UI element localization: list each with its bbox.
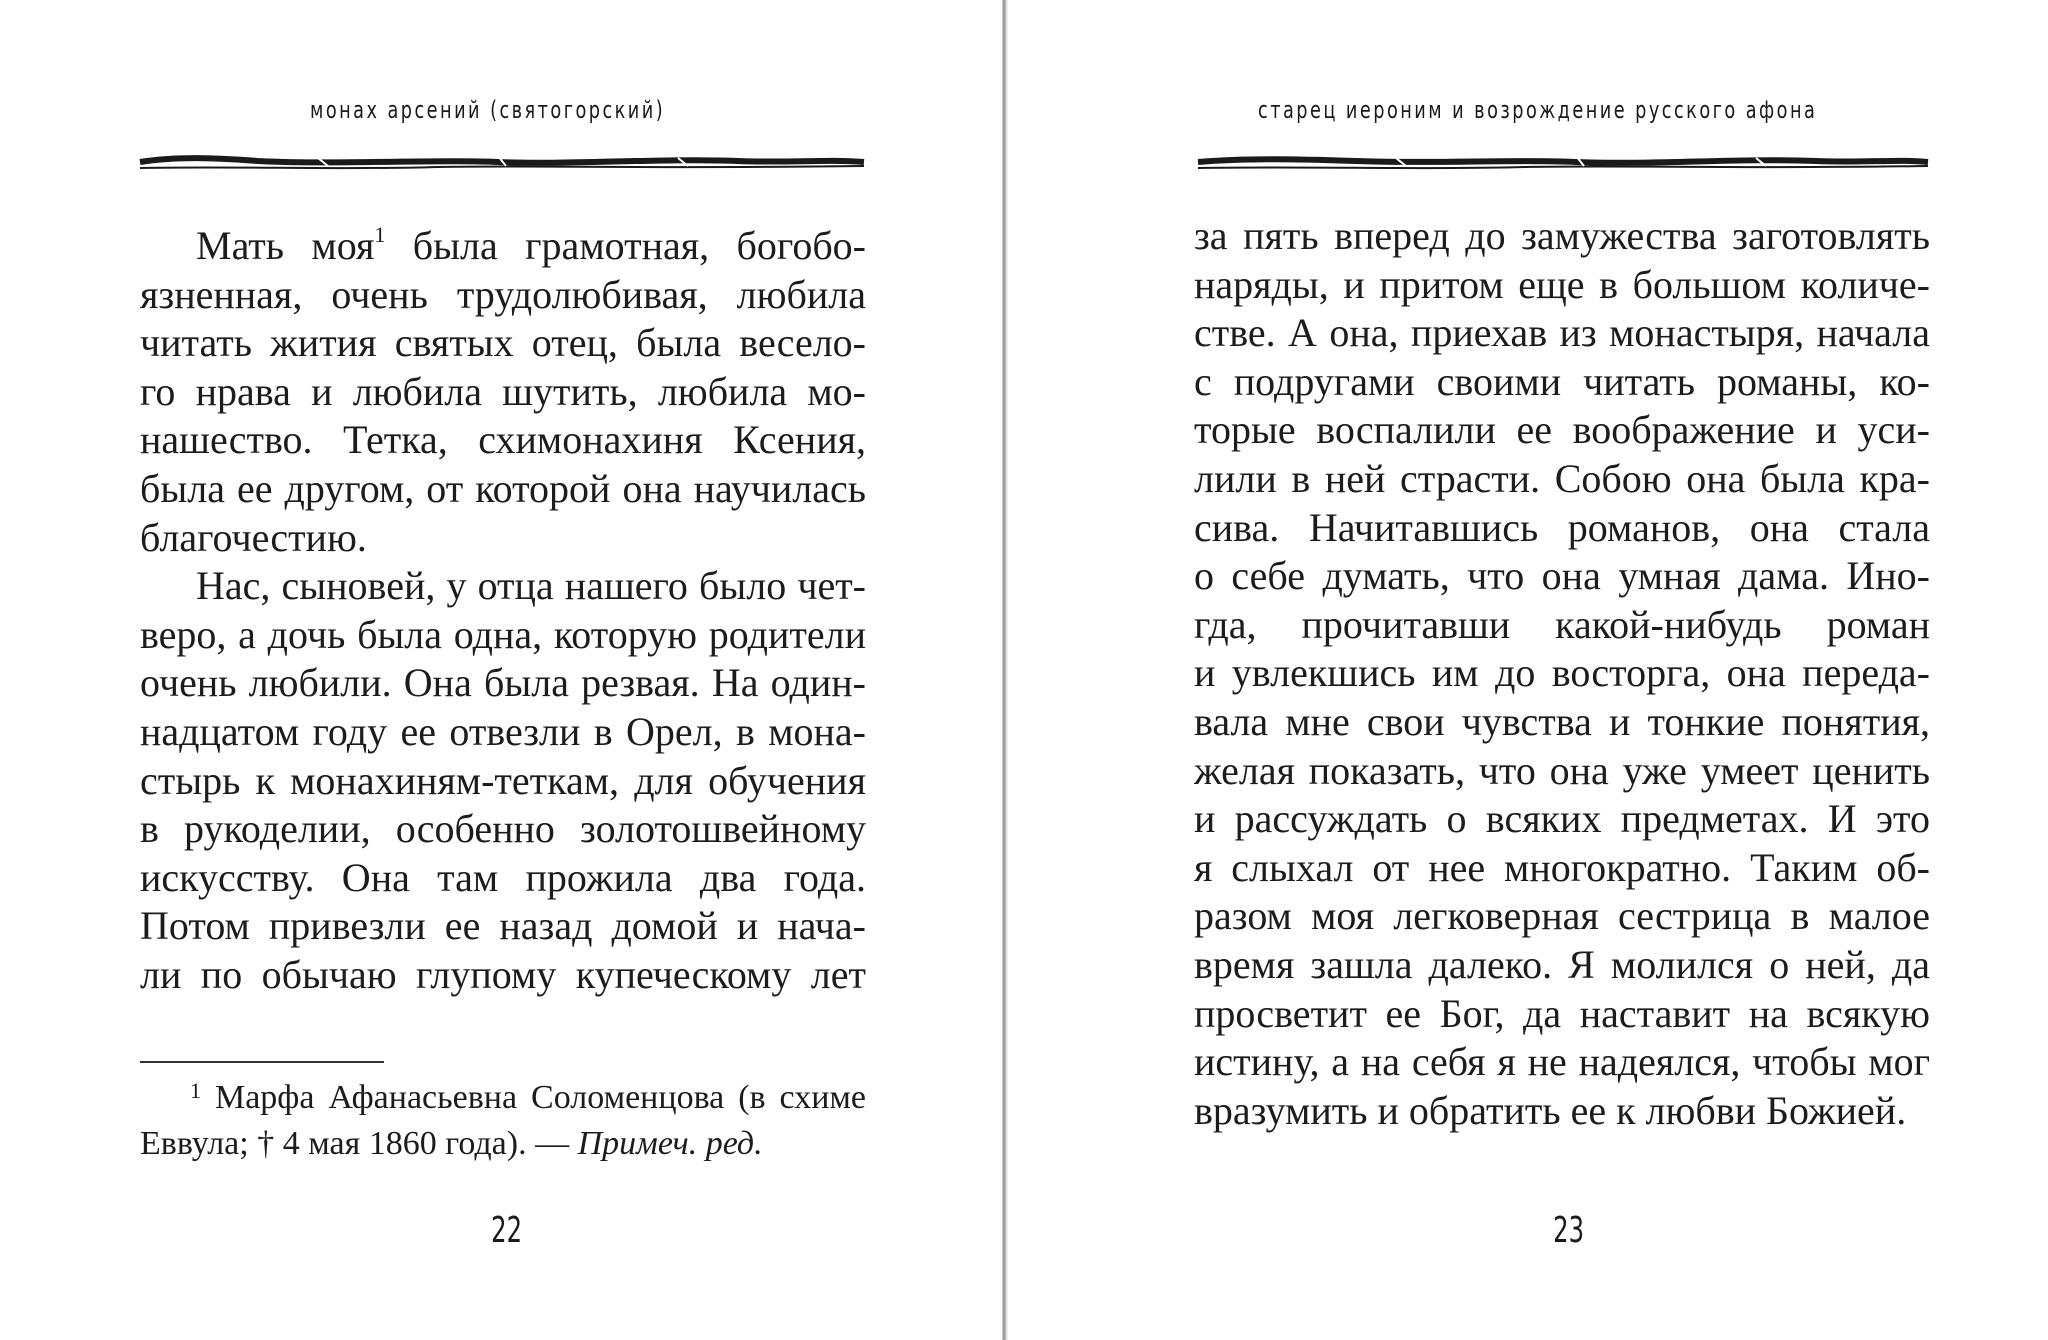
left-header-ornament-rule [138,150,866,174]
body-line: желая показать, что она уже умеет ценить [1194,747,1930,793]
body-line: веро, а дочь была одна, которую родители [140,611,866,657]
body-line: Потом привезли ее назад домой и нача- [140,903,866,949]
footnote-reference: 1 [374,222,386,247]
body-line: стырь к монахиням-теткам, для обучения [140,757,866,803]
right-header-ornament-rule [1196,150,1930,174]
left-body-text [140,222,866,1000]
body-line: время зашла далеко. Я молился о ней, да [1194,941,1930,987]
body-line: благочестию. [140,514,367,560]
body-line: разом моя легковерная сестрица в малое [1194,893,1930,939]
body-line: и рассуждать о всяких предметах. И это [1194,796,1930,842]
right-running-head: старец иероним и возрождение русского афона [1258,96,1818,124]
body-line: вразумить и обратить ее к любви Божией. [1194,1087,1907,1133]
body-line: язненная, очень трудолюбивая, любила [140,271,866,317]
right-body-text [1194,212,1930,1135]
left-page [0,0,1004,1340]
body-line: и увлекшись им до восторга, она переда- [1194,650,1930,696]
body-line: го нрава и любила шутить, любила мо- [140,368,866,414]
body-line: читать жития святых отец, была весело- [140,320,866,366]
right-page [1008,0,2048,1340]
body-line: вала мне свои чувства и тонкие понятия, [1194,698,1930,744]
body-line: торые воспалили ее воображение и уси- [1194,407,1930,453]
footnote [140,1068,866,1167]
body-line: сива. Начитавшись романов, она стала [1194,504,1930,550]
body-line: очень любили. Она была резвая. На один- [140,660,866,706]
body-line: нашество. Тетка, схимонахиня Ксения, [140,417,866,463]
left-running-head: монах арсений (святогорский) [310,96,666,124]
body-line: просветит ее Бог, да наставит на всякую [1194,990,1930,1036]
footnote-line: Еввула; † 4 мая 1860 года). — Примеч. ред. [140,1125,763,1162]
right-page-number: 23 [1553,1210,1585,1251]
body-line: была ее другом, от которой она научилась [140,465,866,511]
footnote-marker: 1 [190,1078,201,1103]
body-line: ли по обычаю глупому купеческому лет [140,951,866,997]
body-line: Нас, сыновей, у отца нашего было чет- [196,563,866,609]
body-line: стве. А она, приехав из монастыря, начала [1194,310,1930,356]
body-line: о себе думать, что она умная дама. Ино- [1194,553,1930,599]
body-line: надцатом году ее отвезли в Орел, в мона- [140,708,866,754]
body-line: в рукоделии, особенно золотошвейному [140,806,866,852]
footnote-line: $^1$ Марфа Афанасьевна Соломенцова (в схиме [190,1078,867,1116]
body-line: я слыхал от нее многократно. Таким об- [1194,844,1930,890]
body-line: за пять вперед до замужества заготовлять [1194,213,1930,258]
body-line: с подругами своими читать романы, ко- [1194,358,1930,404]
editor-note: Примеч. ред. [577,1125,763,1162]
body-line: искусству. Она там прожила два года. [140,854,866,900]
body-line: истину, а на себя я не надеялся, чтобы мог [1194,1039,1930,1085]
body-line: Мать моя$^1$ была грамотная, богобо- [196,222,866,268]
left-page-number: 22 [491,1210,523,1251]
footnote-separator [140,1061,384,1063]
body-line: наряды, и притом еще в большом количе- [1194,261,1930,307]
body-line: лили в ней страсти. Собою она была кра- [1194,455,1930,501]
body-line: гда, прочитавши какой-нибудь роман [1194,601,1930,647]
